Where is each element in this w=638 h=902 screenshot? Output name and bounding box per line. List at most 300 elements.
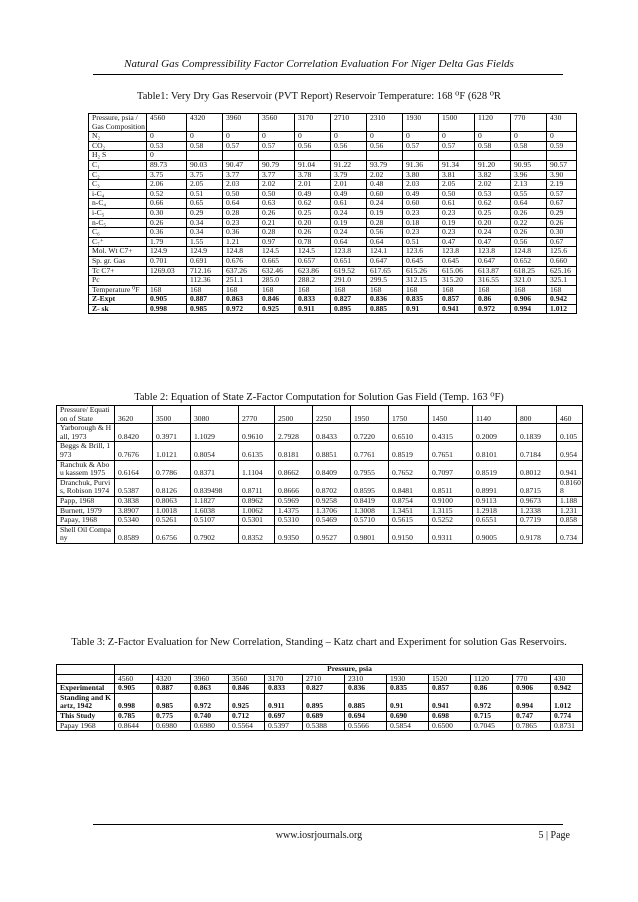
table-cell: 0.747	[513, 711, 551, 721]
row-label: Pc	[89, 276, 147, 286]
table-cell: 1.4375	[275, 506, 313, 516]
table-cell: 0.29	[187, 208, 223, 218]
table-cell: 0.57	[439, 141, 475, 151]
table-row	[57, 721, 583, 731]
table-cell: 712.16	[187, 266, 223, 276]
table-cell: 0.985	[187, 304, 223, 314]
table-cell: 0.65	[187, 199, 223, 209]
table-cell: 0.942	[551, 684, 583, 694]
table-cell: 89.73	[147, 160, 187, 170]
row-label: Papp, 1968	[57, 496, 115, 506]
table-cell: 3080	[191, 406, 239, 424]
table-cell: 0.61	[439, 199, 475, 209]
table-cell: 2.13	[511, 180, 547, 190]
row-label: i-C₄	[89, 189, 147, 199]
table-cell: 619.52	[331, 266, 367, 276]
row-label: Mol. Wt C7+	[89, 247, 147, 257]
table-cell: 0.651	[331, 256, 367, 266]
table-cell: 0.49	[331, 189, 367, 199]
row-label: Yarborough & Hall, 1973	[57, 424, 115, 442]
table-cell: 0	[331, 132, 367, 142]
table-cell: 0.5566	[345, 721, 387, 731]
table-cell: 0.8181	[275, 442, 313, 460]
table-cell: 0.49	[295, 189, 331, 199]
table-cell: 0.23	[439, 208, 475, 218]
table-cell: 0.7902	[191, 525, 239, 543]
table-row	[89, 228, 577, 238]
table-cell: 0.8519	[389, 442, 429, 460]
table-cell: 91.36	[403, 160, 439, 170]
table-cell: 0.895	[331, 304, 367, 314]
table-cell: 251.1	[223, 276, 259, 286]
table-cell: 0.6510	[389, 424, 429, 442]
table-cell: 0.26	[295, 228, 331, 238]
row-label: Sp. gr. Gas	[89, 256, 147, 266]
table-cell: 0.6756	[153, 525, 191, 543]
table-cell: 0.4315	[429, 424, 473, 442]
table-row	[89, 237, 577, 247]
table-cell: 1120	[471, 674, 513, 684]
table-cell: 1.3706	[313, 506, 351, 516]
table-cell: 1.188	[557, 496, 583, 506]
row-label: n-C₄	[89, 199, 147, 209]
table-cell: 2.03	[223, 180, 259, 190]
table-cell: 0.9350	[275, 525, 313, 543]
table-cell: 299.5	[367, 276, 403, 286]
table-cell: 0	[259, 132, 295, 142]
table-cell: 0.833	[295, 295, 331, 305]
table-cell: 3.80	[403, 170, 439, 180]
table-cell: 168	[223, 285, 259, 295]
table-cell: 770	[511, 114, 547, 132]
table-cell: 1.3008	[351, 506, 389, 516]
table-cell: 0.8666	[275, 478, 313, 496]
table-cell: 0.66	[147, 199, 187, 209]
table-cell: 3.77	[223, 170, 259, 180]
table-cell: 0.91	[387, 693, 429, 711]
row-label: Burnett, 1979	[57, 506, 115, 516]
table-cell: 90.03	[187, 160, 223, 170]
table-cell: 0	[295, 132, 331, 142]
table-cell: 3170	[265, 674, 303, 684]
row-label: Standing and Kartz, 1942	[57, 693, 115, 711]
table-cell: 4560	[115, 674, 153, 684]
table-cell	[259, 151, 295, 161]
table-cell: 0.8754	[389, 496, 429, 506]
table-cell: 0.858	[557, 516, 583, 526]
table-cell: 0.676	[223, 256, 259, 266]
table-cell: 0.8851	[313, 442, 351, 460]
table-cell: 0.56	[331, 141, 367, 151]
table-cell: 0.7786	[153, 460, 191, 478]
table-cell: 0.5469	[313, 516, 351, 526]
table-cell: 0.887	[153, 684, 191, 694]
table-cell	[295, 151, 331, 161]
table-cell: 0.5388	[303, 721, 345, 731]
table-cell: 2310	[345, 674, 387, 684]
table-cell: 0.5252	[429, 516, 473, 526]
table-cell: 91.20	[475, 160, 511, 170]
table-cell: 0.36	[223, 228, 259, 238]
table-cell	[147, 276, 187, 286]
table-cell: 3500	[153, 406, 191, 424]
table-cell: 0.34	[187, 228, 223, 238]
table-cell: 0.5387	[115, 478, 153, 496]
table-cell: 0.665	[259, 256, 295, 266]
table-cell: 168	[547, 285, 577, 295]
table-cell: 124.8	[223, 247, 259, 257]
table-cell: 0.8991	[473, 478, 517, 496]
table-cell: 0.698	[429, 711, 471, 721]
table-cell: 1450	[429, 406, 473, 424]
table-header-row	[57, 674, 583, 684]
pressure-label-row	[57, 665, 583, 675]
table-cell: 0.8962	[239, 496, 275, 506]
table-cell: 0.50	[439, 189, 475, 199]
table-cell: 1269.03	[147, 266, 187, 276]
table-cell: 0.8481	[389, 478, 429, 496]
table-cell: 1.3451	[389, 506, 429, 516]
table-cell: 0.8595	[351, 478, 389, 496]
table-cell: 112.36	[187, 276, 223, 286]
table-cell: 4560	[147, 114, 187, 132]
table-cell: 0.6980	[153, 721, 191, 731]
table-cell: 0.50	[223, 189, 259, 199]
table-cell: 0.7955	[351, 460, 389, 478]
table-cell: 0.972	[471, 693, 513, 711]
table-cell: 0.53	[147, 141, 187, 151]
table-cell: 637.26	[223, 266, 259, 276]
table-row	[89, 141, 577, 151]
table-cell: 0.941	[429, 693, 471, 711]
table-cell: 0	[403, 132, 439, 142]
table-cell: 2.06	[147, 180, 187, 190]
table-cell: 613.87	[475, 266, 511, 276]
table-cell: 0.9801	[351, 525, 389, 543]
table-cell: 0.6551	[473, 516, 517, 526]
table-cell: 1.21	[223, 237, 259, 247]
table-cell: 0.62	[295, 199, 331, 209]
table-cell: 3.96	[511, 170, 547, 180]
table-cell: 0.19	[331, 218, 367, 228]
table-cell: 0.701	[147, 256, 187, 266]
table-cell: 0.56	[367, 228, 403, 238]
row-label	[57, 674, 115, 684]
table-cell: 0.67	[547, 237, 577, 247]
table-cell: 325.1	[547, 276, 577, 286]
table-cell: 168	[367, 285, 403, 295]
table-cell: 0.8715	[517, 478, 557, 496]
table-cell: 0.64	[367, 237, 403, 247]
table-cell: 0.5969	[275, 496, 313, 506]
table-row	[89, 160, 577, 170]
table-cell: 3960	[191, 674, 229, 684]
table-cell: 0.5854	[387, 721, 429, 731]
table-cell: 1.2338	[517, 506, 557, 516]
table-cell: 0.23	[439, 228, 475, 238]
table-cell	[187, 151, 223, 161]
table-row	[57, 460, 583, 478]
table-cell: 0.29	[547, 208, 577, 218]
row-label: C₇⁺	[89, 237, 147, 247]
table-cell: 0.836	[345, 684, 387, 694]
table-cell: 0.691	[187, 256, 223, 266]
table-row	[57, 516, 583, 526]
table-cell: 93.79	[367, 160, 403, 170]
table-cell: 0.47	[439, 237, 475, 247]
table-cell: 0	[367, 132, 403, 142]
table-cell: 0.846	[229, 684, 265, 694]
row-label: CO₂	[89, 141, 147, 151]
table-cell: 0.24	[331, 228, 367, 238]
table-cell: 0.2009	[473, 424, 517, 442]
table-cell: 3560	[259, 114, 295, 132]
table-cell: 0.645	[403, 256, 439, 266]
table-cell: 285.0	[259, 276, 295, 286]
table-cell: 0.8101	[473, 442, 517, 460]
table-cell: 0.81608	[557, 478, 583, 496]
table-cell: 0.954	[557, 442, 583, 460]
table-cell: 2770	[239, 406, 275, 424]
table-cell: 91.34	[439, 160, 475, 170]
table-cell: 0.22	[511, 218, 547, 228]
table-cell: 168	[331, 285, 367, 295]
table2	[56, 405, 583, 544]
table-cell: 91.04	[295, 160, 331, 170]
row-label: C₂	[89, 170, 147, 180]
table-cell: 321.0	[511, 276, 547, 286]
pressure-label: Pressure, psia	[115, 665, 583, 675]
table-cell: 0.885	[367, 304, 403, 314]
table-cell: 0.47	[475, 237, 511, 247]
table-row	[57, 496, 583, 506]
table-cell: 0.1839	[517, 424, 557, 442]
table-cell: 124.5	[259, 247, 295, 257]
table-cell: 0.26	[259, 208, 295, 218]
table-cell: 0.62	[475, 199, 511, 209]
table-cell: 168	[511, 285, 547, 295]
table-cell: 0.8702	[313, 478, 351, 496]
table-cell: 0.994	[511, 304, 547, 314]
row-label: Beggs & Brill, 1973	[57, 442, 115, 460]
table-cell: 0.740	[191, 711, 229, 721]
table-row	[89, 189, 577, 199]
table-cell: 625.16	[547, 266, 577, 276]
table-cell: 0.9113	[473, 496, 517, 506]
table-cell: 0.774	[551, 711, 583, 721]
table-cell: 0.5615	[389, 516, 429, 526]
table-cell: 0.26	[511, 208, 547, 218]
footer-url[interactable]: www.iosrjournals.org	[275, 830, 363, 841]
table-cell: 0.25	[475, 208, 511, 218]
table-cell: 618.25	[511, 266, 547, 276]
table-cell: 0	[439, 132, 475, 142]
table-cell: 0.775	[153, 711, 191, 721]
table-cell: 0.56	[511, 237, 547, 247]
table-cell: 1.2918	[473, 506, 517, 516]
table-cell: 0.60	[367, 189, 403, 199]
table-cell: 0	[187, 132, 223, 142]
table-cell: 0.9610	[239, 424, 275, 442]
table-cell: 2250	[313, 406, 351, 424]
table-cell: 1500	[439, 114, 475, 132]
table-cell: 0.24	[331, 208, 367, 218]
table-cell: 0.887	[187, 295, 223, 305]
table-row	[57, 684, 583, 694]
table-cell: 0.906	[513, 684, 551, 694]
table-cell: 3560	[229, 674, 265, 684]
table-cell: 0.26	[511, 228, 547, 238]
table-cell: 4320	[187, 114, 223, 132]
table-cell: 0.863	[223, 295, 259, 305]
table-cell: 0.6500	[429, 721, 471, 731]
table-cell: 2500	[275, 406, 313, 424]
table-cell: 3.8907	[115, 506, 153, 516]
table-row	[89, 180, 577, 190]
table-cell: 0.50	[259, 189, 295, 199]
table-cell: 0	[147, 151, 187, 161]
table-cell: 0.660	[547, 256, 577, 266]
row-label: C₃	[89, 180, 147, 190]
table-cell: 0.51	[187, 189, 223, 199]
table-cell: 0.7184	[517, 442, 557, 460]
row-label: Dranchuk, Purvis, Robison 1974	[57, 478, 115, 496]
table3-caption: Table 3: Z-Factor Evaluation for New Correlation, Standing – Katz chart and Experiment for solution Gas Reservoirs.	[71, 637, 567, 648]
table-cell: 1.1104	[239, 460, 275, 478]
table-cell: 0.26	[547, 218, 577, 228]
table-cell: 0.8731	[551, 721, 583, 731]
table-cell: 0.58	[475, 141, 511, 151]
table-cell	[439, 151, 475, 161]
table-cell: 2.02	[475, 180, 511, 190]
table-cell: 615.06	[439, 266, 475, 276]
table-cell: 0.64	[331, 237, 367, 247]
table-cell: 0.9258	[313, 496, 351, 506]
table-cell: 1.012	[547, 304, 577, 314]
table-cell: 0.645	[439, 256, 475, 266]
table-cell: 0.9150	[389, 525, 429, 543]
table-cell: 2.01	[331, 180, 367, 190]
table-cell: 1930	[403, 114, 439, 132]
table-cell	[547, 151, 577, 161]
table-cell: 0.8352	[239, 525, 275, 543]
row-label	[57, 665, 115, 675]
table-cell: 0.785	[115, 711, 153, 721]
table-cell: 0.23	[403, 228, 439, 238]
table-cell: 430	[547, 114, 577, 132]
table-cell: 2.05	[439, 180, 475, 190]
table-cell: 0.857	[429, 684, 471, 694]
table-cell: 0.3971	[153, 424, 191, 442]
table-cell: 0.57	[403, 141, 439, 151]
table-cell: 0.7220	[351, 424, 389, 442]
table-cell: 3.78	[295, 170, 331, 180]
table-cell: 0.3838	[115, 496, 153, 506]
table-row	[57, 506, 583, 516]
table-cell: 1950	[351, 406, 389, 424]
table-cell: 4320	[153, 674, 191, 684]
table-cell: 460	[557, 406, 583, 424]
table-cell: 0.23	[223, 218, 259, 228]
table-cell: 0.59	[547, 141, 577, 151]
table-cell: 0.5397	[265, 721, 303, 731]
table-cell: 0.5564	[229, 721, 265, 731]
table-cell: 0.972	[223, 304, 259, 314]
table-cell: 0.7097	[429, 460, 473, 478]
table-cell	[223, 151, 259, 161]
table-cell: 0.51	[403, 237, 439, 247]
table-row	[57, 711, 583, 721]
table-cell: 617.65	[367, 266, 403, 276]
table-row	[89, 256, 577, 266]
table-cell: 1.231	[557, 506, 583, 516]
table-cell: 0.972	[475, 304, 511, 314]
table-cell: 0.657	[295, 256, 331, 266]
table-row	[57, 525, 583, 543]
table1	[88, 113, 577, 314]
table-cell: 0.994	[513, 693, 551, 711]
table3	[56, 664, 583, 731]
table-cell: 0.8711	[239, 478, 275, 496]
table-cell: 0.906	[511, 295, 547, 305]
table-cell: 0.56	[295, 141, 331, 151]
table-cell: 168	[475, 285, 511, 295]
table-cell: 0.28	[223, 208, 259, 218]
table-cell: 3.75	[147, 170, 187, 180]
table-cell: 0.5710	[351, 516, 389, 526]
table-cell: 3.81	[439, 170, 475, 180]
table-cell: 0.24	[475, 228, 511, 238]
table-cell: 1.6038	[191, 506, 239, 516]
table-cell: 615.26	[403, 266, 439, 276]
table-cell: 0.49	[403, 189, 439, 199]
table-cell: 0.895	[303, 693, 345, 711]
table-cell: 316.55	[475, 276, 511, 286]
table-cell: 0.97	[259, 237, 295, 247]
table-cell: 1930	[387, 674, 429, 684]
table-cell: 0.5310	[275, 516, 313, 526]
table-cell: 0.8409	[313, 460, 351, 478]
table-cell: 0.7719	[517, 516, 557, 526]
table-cell: 0.19	[439, 218, 475, 228]
table-cell: 0.925	[229, 693, 265, 711]
table-row	[89, 218, 577, 228]
table2-caption: Table 2: Equation of State Z-Factor Computation for Solution Gas Field (Temp. 163 ⁰F)	[134, 392, 504, 403]
table-cell: 0.67	[547, 199, 577, 209]
table-cell: 1520	[429, 674, 471, 684]
table-header-row	[57, 406, 583, 424]
table-row	[89, 151, 577, 161]
table-cell: 0.998	[147, 304, 187, 314]
table-cell: 0.6164	[115, 460, 153, 478]
row-label: Tc C7+	[89, 266, 147, 276]
table-cell: 0.942	[547, 295, 577, 305]
table-cell	[367, 151, 403, 161]
table-cell: 0.8371	[191, 460, 239, 478]
table-cell: 0.6135	[239, 442, 275, 460]
table-cell: 0	[511, 132, 547, 142]
table-cell: 3.77	[259, 170, 295, 180]
table-cell: 0.8511	[429, 478, 473, 496]
table-cell: 0.78	[295, 237, 331, 247]
table-row	[89, 247, 577, 257]
table-cell: 0.8644	[115, 721, 153, 731]
table-cell: 800	[517, 406, 557, 424]
table-cell: 0.925	[259, 304, 295, 314]
table-cell: 1.012	[551, 693, 583, 711]
table-cell: 0.53	[475, 189, 511, 199]
table-cell: 1140	[473, 406, 517, 424]
